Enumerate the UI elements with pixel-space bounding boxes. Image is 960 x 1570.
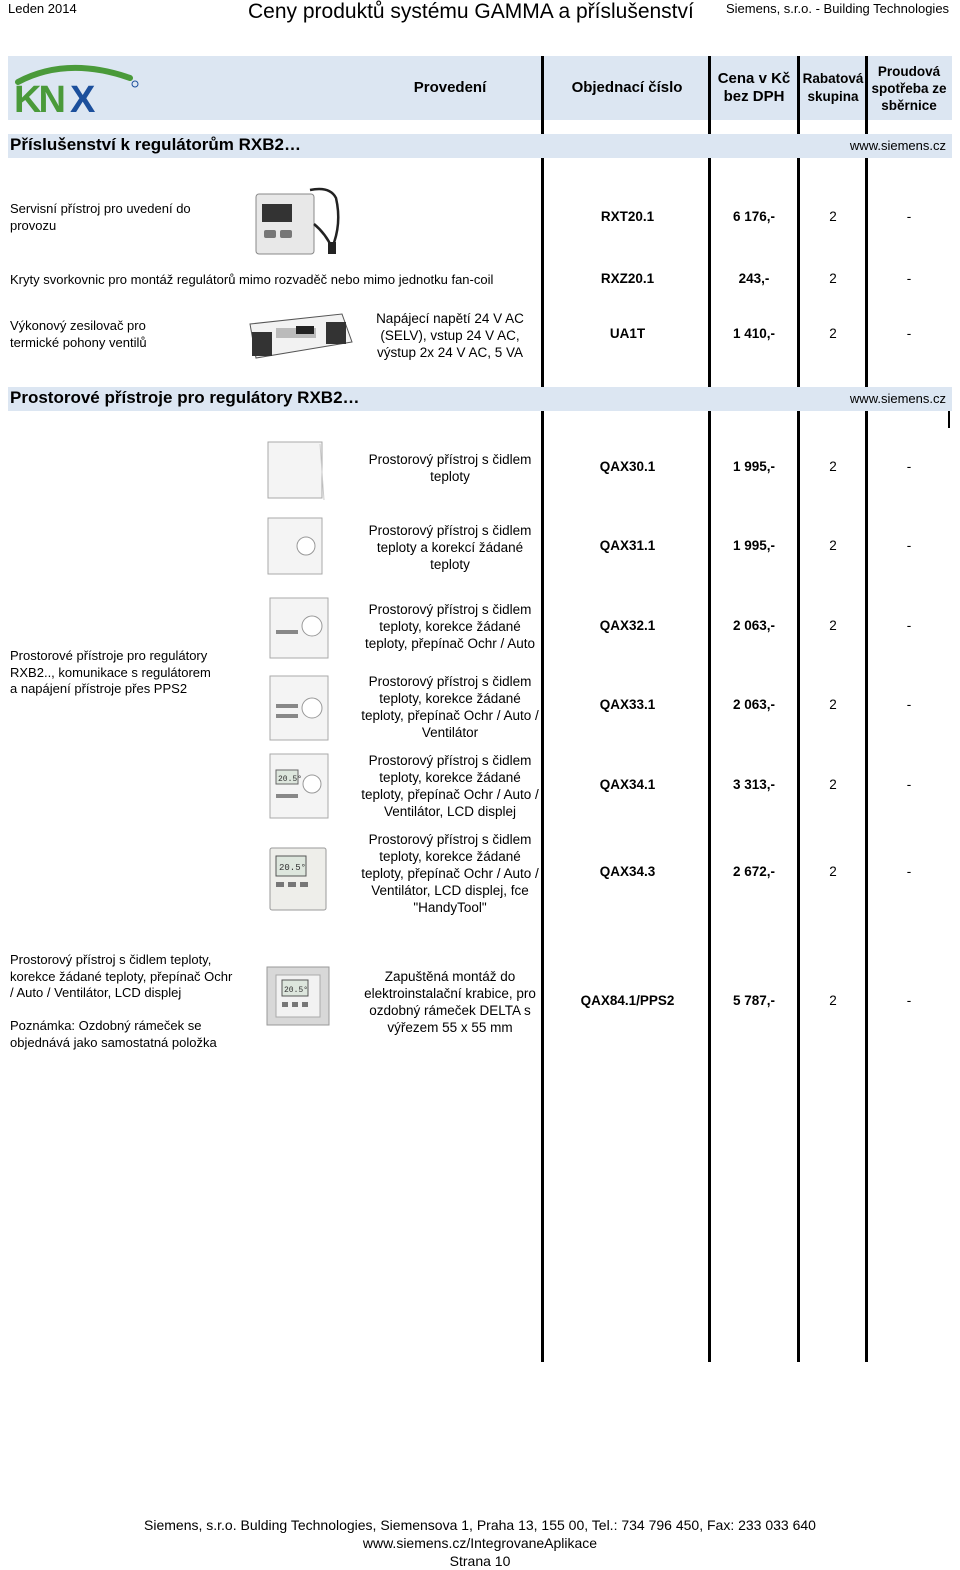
bus-consumption: - [906, 618, 912, 633]
col-rabatova-skupina: Rabatová skupina [802, 71, 864, 104]
rabat-group: 2 [829, 271, 837, 286]
rabat-group: 2 [829, 864, 837, 879]
rabat-group: 2 [829, 209, 837, 224]
price: 2 672,- [732, 864, 776, 879]
footer-address: Siemens, s.r.o. Bulding Technologies, Siemensova 1, Praha 13, 155 00, Tel.: 734 796 450, Fax: 233 033 640 [144, 1517, 816, 1533]
price: 1 995,- [732, 538, 776, 553]
svg-text:20.5°: 20.5° [284, 986, 309, 995]
rabat-group: 2 [829, 538, 837, 553]
row-description: Servisní přístroj pro uvedení do provozu [10, 201, 191, 233]
bus-consumption: - [906, 459, 912, 474]
product-image-ua1t [246, 306, 354, 366]
product-image-qax33 [268, 674, 332, 749]
rabat-group: 2 [829, 993, 837, 1008]
svg-text:20.5°: 20.5° [278, 775, 303, 784]
svg-text:X: X [70, 79, 96, 116]
price: 243,- [738, 271, 770, 286]
group-description: Prostorové přístroje pro regulátory RXB2.., komunikace s regulátorem a napájení přístroje přes PPS2 [10, 648, 211, 696]
section-url: www.siemens.cz [849, 138, 946, 153]
column-divider [948, 410, 950, 428]
price: 2 063,- [732, 618, 776, 633]
section-prislusenstvi [8, 134, 952, 158]
rabat-group: 2 [829, 697, 837, 712]
price: 1 995,- [732, 459, 776, 474]
rabat-group: 2 [829, 326, 837, 341]
price: 2 063,- [732, 697, 776, 712]
bus-consumption: - [906, 777, 912, 792]
bus-consumption: - [906, 538, 912, 553]
order-code: RXT20.1 [600, 209, 655, 224]
provedeni-text: Prostorový přístroj s čidlem teploty, korekce žádané teploty, přepínač Ochr / Auto / Ventilátor, LCD displej, fce "HandyTool" [361, 832, 539, 915]
knx-logo [12, 60, 142, 116]
bus-consumption: - [906, 271, 912, 286]
svg-text:20.5°: 20.5° [279, 863, 307, 873]
rabat-group: 2 [829, 777, 837, 792]
product-image-qax32 [268, 596, 332, 667]
bus-consumption: - [906, 326, 912, 341]
provedeni-text: Zapuštěná montáž do elektroinstalační krabice, pro ozdobný rámeček DELTA s výřezem 55 x 55 mm [364, 969, 536, 1035]
product-image-qax30 [266, 440, 326, 507]
order-code: UA1T [609, 326, 646, 341]
col-provedeni: Provedení [413, 79, 487, 96]
price: 3 313,- [732, 777, 776, 792]
order-code: RXZ20.1 [600, 271, 655, 286]
provedeni-text: Napájecí napětí 24 V AC (SELV), vstup 24 V AC, výstup 2x 24 V AC, 5 VA [376, 311, 524, 360]
section-title: Příslušenství k regulátorům RXB2… [10, 135, 301, 154]
bus-consumption: - [906, 864, 912, 879]
group-description: Prostorový přístroj s čidlem teploty, korekce žádané teploty, přepínač Ochr / Auto / Ventilátor, LCD displej Poznámka: Ozdobný rámeček se objednává jako samostatná položka [10, 952, 233, 1050]
product-image-rxt20 [252, 184, 352, 258]
price: 6 176,- [732, 209, 776, 224]
order-code: QAX31.1 [599, 538, 656, 553]
document-title: Ceny produktů systému GAMMA a příslušenství [248, 0, 694, 23]
bus-consumption: - [906, 993, 912, 1008]
provedeni-text: Prostorový přístroj s čidlem teploty a korekcí žádané teploty [368, 523, 532, 572]
col-objednaci-cislo: Objednací číslo [571, 79, 683, 96]
row-description: Kryty svorkovnic pro montáž regulátorů mimo rozvaděč nebo mimo jednotku fan-coil [10, 272, 494, 287]
provedeni-text: Prostorový přístroj s čidlem teploty [368, 452, 532, 484]
rabat-group: 2 [829, 459, 837, 474]
provedeni-text: Prostorový přístroj s čidlem teploty, korekce žádané teploty, přepínač Ochr / Auto / Ventilátor [361, 674, 539, 740]
product-image-qax84 [266, 966, 332, 1033]
order-code: QAX34.1 [599, 777, 656, 792]
order-code: QAX34.3 [599, 864, 656, 879]
order-code: QAX32.1 [599, 618, 656, 633]
order-code: QAX84.1/PPS2 [580, 993, 675, 1008]
price: 5 787,- [732, 993, 776, 1008]
knx-logo-icon [12, 60, 142, 116]
footer-url: www.siemens.cz/IntegrovaneAplikace [362, 1535, 598, 1551]
bus-consumption: - [906, 697, 912, 712]
rabat-group: 2 [829, 618, 837, 633]
company-label: Siemens, s.r.o. - Building Technologies [726, 1, 950, 16]
section-title: Prostorové přístroje pro regulátory RXB2… [10, 388, 360, 407]
page-number: Strana 10 [449, 1553, 511, 1569]
date-label: Leden 2014 [8, 1, 77, 16]
section-prostorove-pristroje [8, 387, 952, 411]
row-description: Výkonový zesilovač pro termické pohony ventilů [10, 318, 147, 350]
col-proudova-spotreba: Proudová spotřeba ze sběrnice [871, 63, 947, 113]
product-image-qax34-3 [268, 846, 330, 919]
bus-consumption: - [906, 209, 912, 224]
product-image-qax31 [266, 516, 326, 583]
product-image-qax34-1 [268, 752, 332, 827]
section-url: www.siemens.cz [849, 391, 946, 406]
order-code: QAX33.1 [599, 697, 656, 712]
provedeni-text: Prostorový přístroj s čidlem teploty, korekce žádané teploty, přepínač Ochr / Auto / Ventilátor, LCD displej [361, 753, 539, 819]
price: 1 410,- [732, 326, 776, 341]
svg-text:KN: KN [14, 79, 66, 116]
provedeni-text: Prostorový přístroj s čidlem teploty, korekce žádané teploty, přepínač Ochr / Auto [364, 602, 536, 651]
order-code: QAX30.1 [599, 459, 656, 474]
col-cena: Cena v Kč bez DPH [717, 70, 791, 105]
